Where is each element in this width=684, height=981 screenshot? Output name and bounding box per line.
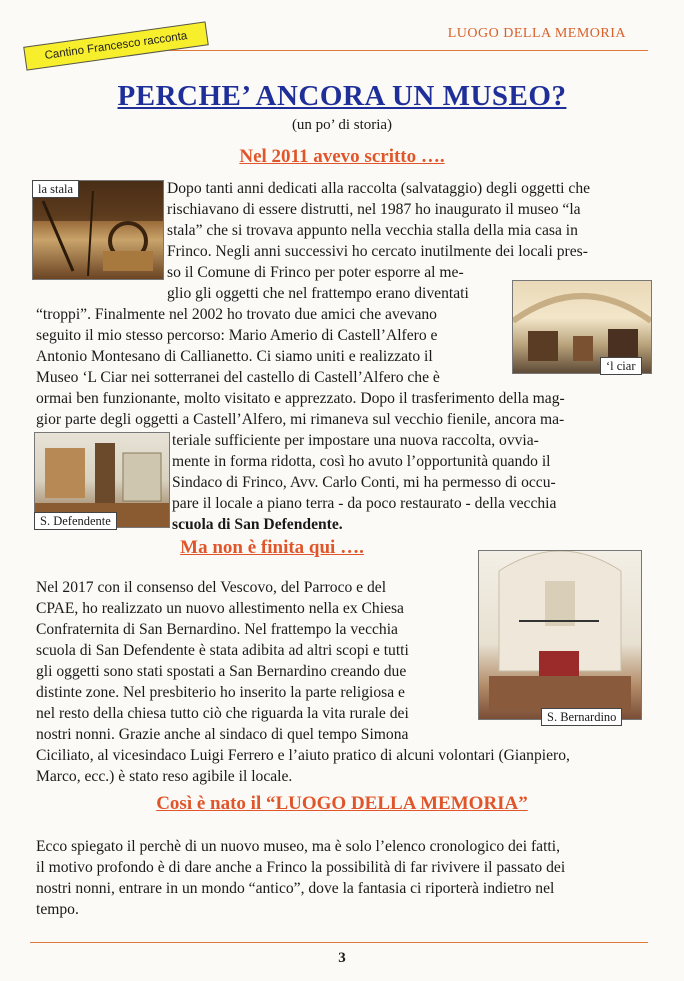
text-line: tempo. — [36, 901, 79, 918]
section-luogo-text — [0, 836, 684, 926]
caption-la-stala: la stala — [32, 180, 79, 198]
caption-l-ciar: ‘l ciar — [600, 357, 642, 375]
header-title: LUOGO DELLA MEMORIA — [447, 26, 626, 41]
text-line: mente in forma ridotta, così ho avuto l’opportunità quando il — [172, 453, 551, 470]
text-line: Antonio Montesano di Callianetto. Ci siamo uniti e realizzato il — [36, 348, 433, 365]
text-line: gli oggetti sono stati spostati a San Bernardino creando due — [36, 663, 407, 680]
text-line: il motivo profondo è di dare anche a Frinco la possibilità di far rivivere il passato dei — [36, 859, 566, 876]
text-line: nostri nonni. Grazie anche al sindaco di quel tempo Simona — [36, 726, 409, 743]
section-heading-2011: Nel 2011 avevo scritto …. — [239, 146, 445, 167]
text-line: Museo ‘L Ciar nei sotterranei del castello di Castell’Alfero che è — [36, 369, 440, 386]
text-line: nostri nonni, entrare in un mondo “antico”, dove la fantasia ci riporterà indietro nel — [36, 880, 555, 897]
section-heading-non-finita: Ma non è finita qui …. — [180, 537, 364, 558]
caption-s-bernardino: S. Bernardino — [541, 708, 622, 726]
text-line: “troppi”. Finalmente nel 2002 ho trovato due amici che avevano — [36, 306, 437, 323]
text-line: nel resto della chiesa tutto ciò che riguarda la vita rurale dei — [36, 705, 409, 722]
caption-s-defendente: S. Defendente — [34, 512, 117, 530]
text-line: seguito il mio stesso percorso: Mario Amerio di Castell’Alfero e — [36, 327, 438, 344]
text-line: gior parte degli oggetti a Castell’Alfero, mi rimaneva sul vecchio fienile, ancora ma- — [36, 411, 565, 428]
text-line: scuola di San Defendente. — [172, 516, 343, 533]
text-line: Frinco. Negli anni successivi ho cercato inutilmente dei locali pres- — [167, 243, 588, 260]
text-line: pare il locale a piano terra - da poco restaurato - della vecchia — [172, 495, 557, 512]
text-line: stala” che si trovava appunto nella vecchia stalla della mia casa in — [167, 222, 578, 239]
page-number: 3 — [338, 950, 346, 966]
text-line: Ecco spiegato il perchè di un nuovo museo, ma è solo l’elenco cronologico dei fatti, — [36, 838, 560, 855]
footer-rule — [30, 942, 648, 943]
text-line: distinte zone. Nel presbiterio ho inserito la parte religiosa e — [36, 684, 405, 701]
text-line: Sindaco di Frinco, Avv. Carlo Conti, mi ha permesso di occu- — [172, 474, 556, 491]
page-subtitle: (un po’ di storia) — [291, 117, 393, 133]
text-line: CPAE, ho realizzato un nuovo allestimento nella ex Chiesa — [36, 600, 404, 617]
text-line: Dopo tanti anni dedicati alla raccolta (salvataggio) degli oggetti che — [167, 180, 591, 197]
text-line: rischiavano di essere distrutti, nel 1987 ho inaugurato il museo “la — [167, 201, 581, 218]
text-line: Marco, ecc.) è stato reso agibile il locale. — [36, 768, 293, 785]
text-line: glio gli oggetti che nel frattempo erano diventati — [167, 285, 469, 302]
text-line: Confraternita di San Bernardino. Nel frattempo la vecchia — [36, 621, 398, 638]
text-line: Nel 2017 con il consenso del Vescovo, del Parroco e del — [36, 579, 387, 596]
text-line: ormai ben funzionante, molto visitato e apprezzato. Dopo il trasferimento della mag- — [36, 390, 565, 407]
text-line: scuola di San Defendente è stata adibita ad altri scopi e tutti — [36, 642, 409, 659]
text-line: Ciciliato, al vicesindaco Luigi Ferrero e l’aiuto pratico di alcuni volontari (Gianpiero, — [36, 747, 570, 764]
section-heading-luogo: Così è nato il “LUOGO DELLA MEMORIA” — [156, 793, 528, 814]
section-non-finita-text — [0, 577, 684, 787]
author-badge: Cantino Francesco racconta — [23, 21, 209, 70]
text-line: so il Comune di Frinco per poter esporre al me- — [167, 264, 464, 281]
page-title: PERCHE’ ANCORA UN MUSEO? — [117, 80, 567, 112]
text-line: teriale sufficiente per impostare una nuova raccolta, ovvia- — [172, 432, 539, 449]
